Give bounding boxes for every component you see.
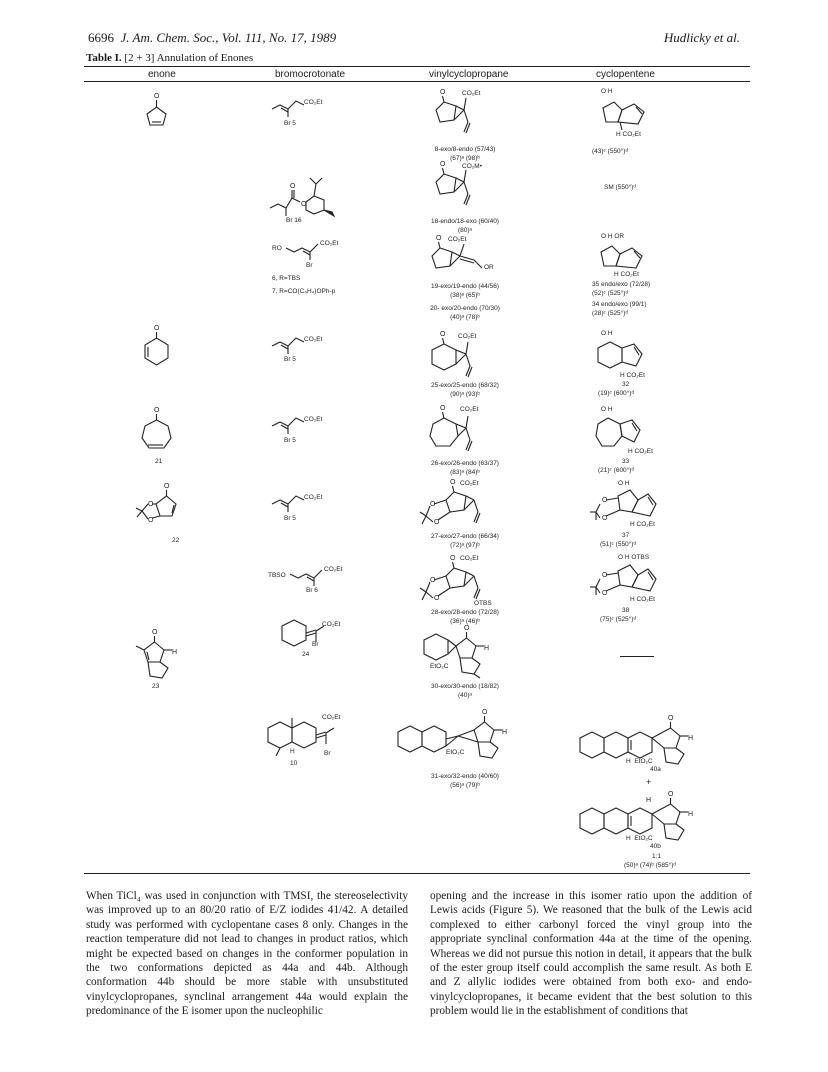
table-header-rule: [84, 81, 750, 82]
bicyclic-enone-23-structure: [134, 628, 184, 680]
co2et-label: CO₂Et: [304, 99, 323, 106]
cyclopentene-35-structure: [598, 240, 654, 272]
yield-19: (38)ᵃ (65)ᵇ: [450, 292, 480, 299]
h-label: H: [626, 835, 631, 842]
table-label: Table I.: [86, 52, 122, 64]
yield-sm: SM (550°)ᵈ: [604, 184, 636, 191]
svg-text:O: O: [152, 629, 158, 636]
yield-40: (50)ᵃ (74)ᵇ (585°)ᵈ: [624, 862, 676, 869]
body-column-right: [430, 889, 752, 1019]
yield-8: (67)ᵃ (98)ᵇ: [450, 155, 480, 162]
h-co2et-label: H CO₂Et: [630, 596, 655, 603]
cyclopentene-32-structure: [596, 338, 656, 374]
ratio-31: 31-exo/32-endo (40/60): [431, 773, 499, 780]
h-co2et-label: H CO₂Et: [614, 271, 639, 278]
co2et-label: CO₂Et: [322, 714, 341, 721]
journal-citation: [88, 30, 336, 46]
svg-text:O: O: [290, 183, 296, 190]
oh-label: O H: [601, 406, 613, 413]
svg-text:H: H: [172, 649, 178, 656]
svg-text:H: H: [688, 811, 694, 818]
svg-text:O: O: [602, 572, 608, 579]
yield-20: (40)ᵃ (78)ᵇ: [450, 314, 480, 321]
svg-text:O: O: [464, 625, 470, 632]
svg-text:H: H: [484, 645, 490, 652]
br-label: Br: [324, 750, 331, 757]
co2et-label: CO₂Et: [322, 621, 341, 628]
svg-text:O: O: [434, 519, 440, 526]
yield-38: (75)ᶜ (525°)ᵈ: [600, 616, 636, 623]
yield-30: (40)ᵃ: [458, 692, 472, 699]
yield-product-8: (43)ᶜ (550°)ᵈ: [592, 148, 628, 155]
ratio-25: 25-exo/25-endo (68/32): [431, 382, 499, 389]
vinylcyclopropane-26-structure: [428, 404, 488, 454]
ratio-28: 28-exo/28-endo (72/28): [431, 609, 499, 616]
svg-text:H: H: [688, 735, 694, 742]
svg-text:O: O: [450, 555, 456, 562]
vinylcyclopropane-30-structure: [428, 624, 494, 680]
h-label: H: [290, 748, 295, 755]
yield-34: (28)ᶜ (525°)ᵈ: [592, 310, 628, 317]
table-top-rule: [84, 66, 750, 67]
svg-text:O: O: [482, 709, 488, 716]
yield-18: (80)ᵃ: [458, 227, 472, 234]
journal-name: J. Am. Chem. Soc., Vol. 111, No. 17, 1989: [120, 30, 337, 45]
ratio-19: 19-exo/19-endo (44/56): [431, 283, 499, 290]
compound-10-label: 10: [290, 760, 298, 767]
compound-40b-label: 40b: [650, 843, 661, 850]
ohor-label: O H OR: [601, 233, 625, 240]
table-caption: [2 + 3] Annulation of Enones: [124, 52, 254, 64]
co2et-label: CO₂Et: [462, 90, 481, 97]
svg-text:O: O: [440, 331, 446, 338]
svg-text:O: O: [148, 517, 154, 524]
col-header-enone: enone: [148, 69, 176, 80]
svg-text:O: O: [450, 479, 456, 486]
acetonide-enone-22-structure: [134, 482, 184, 532]
co2et-label: CO₂Et: [448, 236, 467, 243]
cyclohexenone-structure: [140, 324, 174, 370]
paragraph: When TiCl₄ was used in conjunction with TMSI, the stereoselectivity was improved up to an 80/20 ratio of E/Z iodides 41/42. A detailed study was performed with cyclopentane cases 8 only. Changes in the reaction temperature did not lead to changes in product ratios, which might be expected based on changes in the conformer population in the two conformations depicted as 44a and 44b. Although conformation 44b should be more stable with unsubstituted vinylcyclopropanes, synclinal arrangement 44a would explain the predominance of the E isomer upon the nucleophilic: [86, 890, 408, 1018]
compound-24-label: 24: [302, 651, 310, 658]
ratio-27: 27-exo/27-endo (66/34): [431, 533, 499, 540]
eto2c-label: EtO₂C: [430, 663, 449, 670]
co2et-label: CO₂Et: [320, 240, 339, 247]
svg-text:O: O: [154, 325, 160, 332]
svg-text:O: O: [430, 577, 436, 584]
compound-5-label: Br 5: [284, 515, 296, 522]
table-bottom-rule: [84, 873, 750, 874]
col-header-bromocrotonate: bromocrotonate: [275, 69, 346, 80]
compound-16-label: Br 16: [286, 217, 302, 224]
h-eto2c-label-40b: [626, 835, 653, 843]
oh-label: O H: [618, 480, 630, 487]
yield-28: (36)ᵃ (46)ᵇ: [450, 618, 480, 625]
page-number: 6696: [88, 30, 114, 45]
h-co2et-label: H CO₂Et: [620, 372, 645, 379]
compound-22-label: 22: [172, 537, 180, 544]
cycloheptenone-21-structure: [138, 406, 176, 456]
co2et-label: CO₂Et: [324, 566, 343, 573]
col-header-cyclopentene: cyclopentene: [596, 69, 655, 80]
oh-label: O H: [601, 330, 613, 337]
yield-37: (51)ᶜ (550°)ᵈ: [600, 541, 636, 548]
yield-27: (72)ᵃ (97)ᵇ: [450, 542, 480, 549]
yield-31: (56)ᵃ (79)ᵇ: [450, 782, 480, 789]
cyclopentene-37-structure: [590, 486, 660, 526]
compound-37-label: 37: [622, 532, 630, 539]
svg-text:O: O: [602, 515, 608, 522]
br-label: Br: [306, 262, 313, 269]
compound-6-label: 6, R=TBS: [272, 275, 301, 282]
cyclopentenone-structure: [142, 92, 172, 132]
compound-5-label: Br 5: [284, 356, 296, 363]
svg-text:O: O: [154, 407, 160, 414]
ratio-35: 35 endo/exo (72/28): [592, 281, 651, 288]
tbso-label: TBSO: [268, 572, 286, 579]
compound-38-label: 38: [622, 607, 630, 614]
compound-6-label: Br 6: [306, 587, 318, 594]
vinylcyclopropane-31-structure: [398, 708, 516, 766]
plus-sign: +: [646, 777, 652, 787]
author-header: Hudlicky et al.: [663, 30, 740, 45]
svg-text:O: O: [440, 89, 446, 96]
svg-text:O: O: [434, 595, 440, 602]
ro-label: RO: [272, 245, 282, 252]
compound-21-label: 21: [155, 458, 163, 465]
co2m-label: CO₂M•: [462, 163, 482, 170]
compound-33-label: 33: [622, 458, 630, 465]
svg-text:O: O: [436, 235, 442, 242]
ratio-30: 30-exo/30-endo (18/82): [431, 683, 499, 690]
svg-text:H: H: [646, 797, 652, 804]
body-column-left: [86, 889, 408, 1019]
svg-text:O: O: [440, 161, 446, 168]
table-title: [86, 52, 253, 64]
h-eto2c-label-40a: [626, 758, 653, 766]
ratio-40: 1:1: [652, 853, 662, 860]
no-product-dash: [620, 656, 654, 657]
compound-32-label: 32: [622, 381, 630, 388]
ratio-34: 34 endo/exo (99/1): [592, 301, 647, 308]
svg-text:O: O: [154, 93, 160, 100]
running-header: [88, 30, 740, 50]
cyclopentene-38-structure: [590, 561, 660, 601]
ratio-18: 18-endo/18-exo (60/40): [431, 218, 499, 225]
svg-text:O: O: [164, 483, 170, 490]
co2et-label: CO₂Et: [460, 480, 479, 487]
eto2c-label: EtO₂C: [446, 749, 465, 756]
co2et-label: CO₂Et: [460, 406, 479, 413]
compound-40a-label: 40a: [650, 766, 661, 773]
yield-26: (83)ᵃ (84)ᵇ: [450, 469, 480, 476]
paragraph: opening and the increase in this isomer ratio upon the addition of Lewis acids (Figure 5). We reasoned that the bulk of the Lewis acid complexed to either carbonyl forced the vinyl group into the appropriate synclinal conformation 44a at the time of the opening. Whereas we did not pursue this notion in detail, it appears that the bulk of the ester group itself could accomplish the same result. As both E and Z allylic iodides were obtained from both exo- and endo-vinylcyclopropanes, it became evident that the best solution to this problem would lie in the establishment of conditions that: [430, 890, 752, 1018]
br-label: Br: [312, 641, 319, 648]
svg-text:O: O: [602, 590, 608, 597]
yield-25: (90)ᵃ (93)ᵇ: [450, 391, 480, 398]
h-co2et-label: H CO₂Et: [628, 448, 653, 455]
ratio-20: 20- exo/20-endo (70/30): [430, 305, 500, 312]
yield-33: (21)ᶜ (600°)ᵈ: [598, 467, 634, 474]
bromocrotonate-16-structure: [268, 160, 348, 222]
svg-text:H: H: [502, 729, 508, 736]
ohotbs-label: O H OTBS: [618, 554, 650, 561]
ratio-8: 8-exo/8-endo (57/43): [434, 146, 496, 153]
compound-5-label: Br 5: [284, 120, 296, 127]
yield-35: (52)ᶜ (525°)ᵈ: [592, 290, 628, 297]
co2et-label: CO₂Et: [304, 336, 323, 343]
svg-text:O: O: [301, 201, 307, 208]
h-co2et-label: H CO₂Et: [630, 521, 655, 528]
cyclopentene-product-structure: [600, 96, 656, 132]
co2et-label: CO₂Et: [460, 555, 479, 562]
h-label: H: [626, 758, 631, 765]
eto2c-label: EtO₂C: [634, 835, 653, 842]
otbs-label: OTBS: [474, 600, 492, 607]
svg-text:O: O: [148, 501, 154, 508]
yield-32: (19)ᶜ (600°)ᵈ: [598, 390, 634, 397]
cyclopentene-33-structure: [594, 414, 656, 452]
co2et-label: CO₂Et: [304, 494, 323, 501]
svg-text:O: O: [602, 497, 608, 504]
h-co2et-label: H CO₂Et: [616, 131, 641, 138]
oh-label: O H: [601, 88, 613, 95]
ratio-26: 26-exo/26-endo (63/37): [431, 460, 499, 467]
svg-text:O: O: [668, 715, 674, 722]
compound-7-label: 7, R=CO(C₆H₄)OPh-p: [272, 288, 336, 295]
svg-text:O: O: [440, 405, 446, 412]
svg-text:O: O: [668, 791, 674, 798]
co2et-label: CO₂Et: [458, 333, 477, 340]
eto2c-label: EtO₂C: [634, 758, 653, 765]
compound-5-label: Br 5: [284, 437, 296, 444]
co2et-label: CO₂Et: [304, 416, 323, 423]
col-header-vinylcyclopropane: vinylcyclopropane: [429, 69, 509, 80]
compound-23-label: 23: [152, 683, 160, 690]
or-label: OR: [484, 264, 494, 271]
svg-text:O: O: [430, 501, 436, 508]
vinylcyclopropane-27-structure: [420, 478, 490, 534]
